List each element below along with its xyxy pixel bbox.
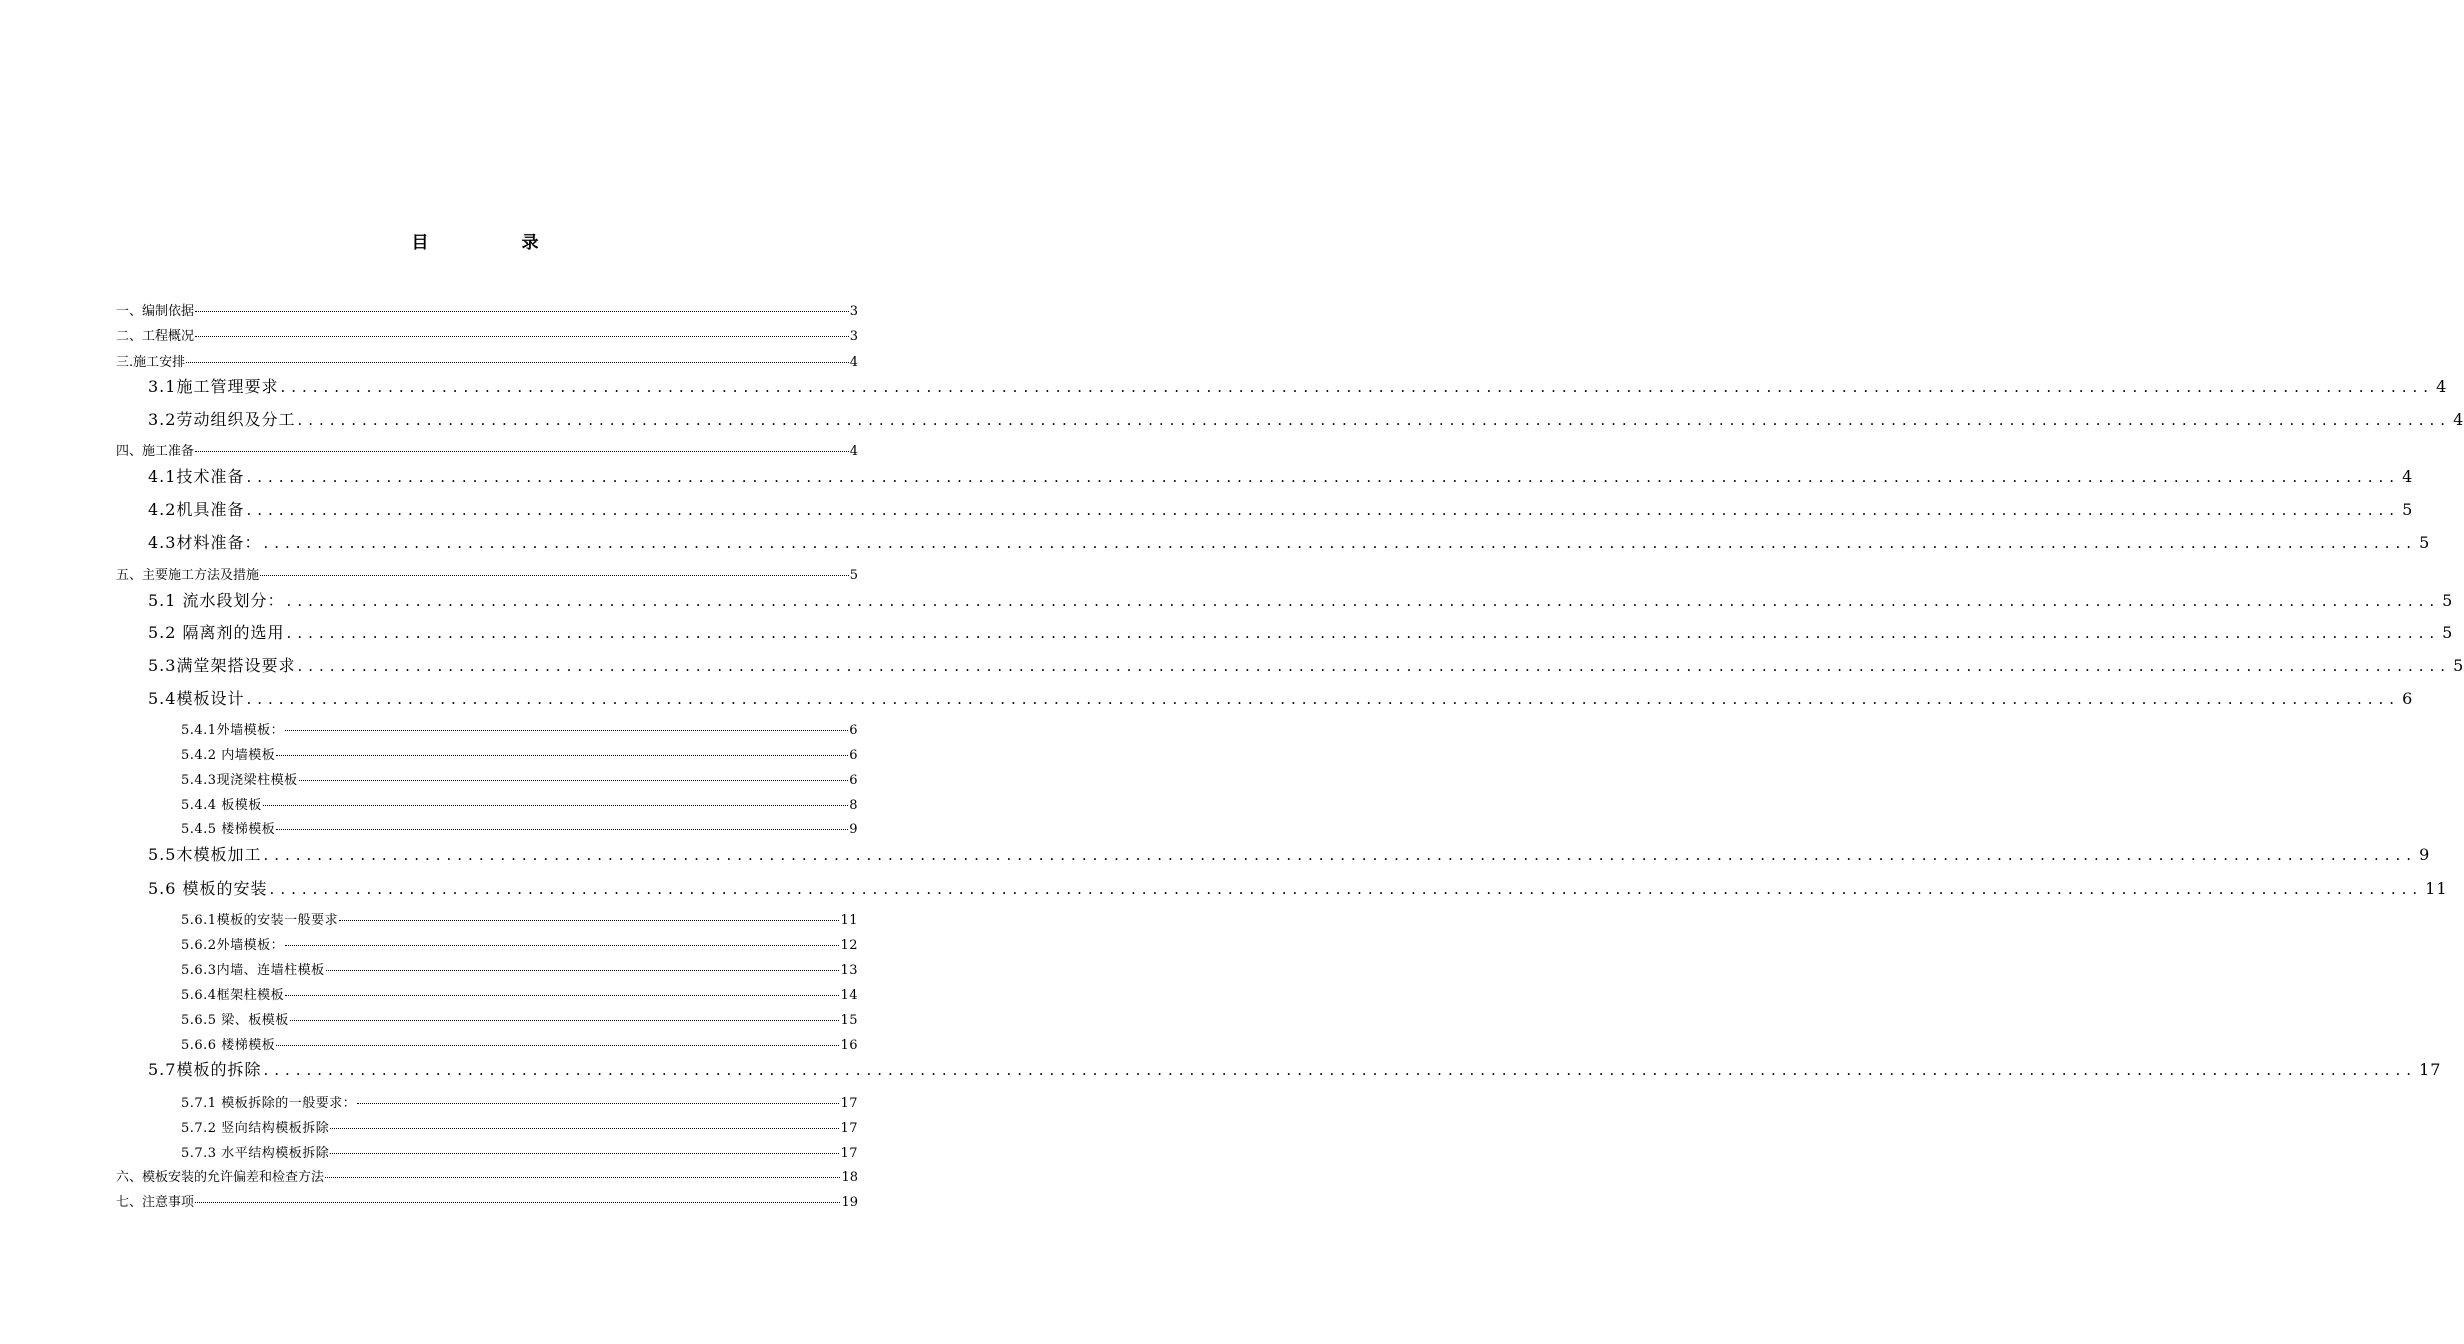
toc-entry-label: 5.4.4 板模板 (181, 798, 262, 813)
toc-entry[interactable] (116, 564, 858, 582)
toc-entry[interactable] (148, 497, 2414, 519)
toc-page-number: 19 (841, 1195, 858, 1210)
toc-dot-leader: ........................................................................................................................................................................................................ (269, 880, 2424, 898)
toc-entry[interactable] (148, 407, 2464, 429)
toc-entry-label: 5.1 流水段划分： (148, 591, 285, 610)
toc-dot-leader (260, 575, 849, 576)
toc-dot-leader (276, 755, 848, 756)
toc-dot-leader: ........................................................................................................................................................................................................ (280, 378, 2435, 396)
toc-entry-label: 二、工程概况 (116, 329, 195, 344)
toc-page-number: 13 (840, 963, 858, 978)
toc-page-number: 5 (2453, 656, 2464, 675)
toc-dot-leader (276, 829, 848, 830)
toc-entry-label: 5.3满堂架搭设要求 (148, 656, 296, 675)
toc-dot-leader (285, 995, 839, 996)
toc-entry-label: 五、主要施工方法及措施 (116, 568, 260, 583)
page-title: 目 录 (411, 233, 577, 253)
toc-dot-leader: ........................................................................................................................................................................................................ (263, 534, 2418, 552)
toc-entry-label: 5.7.1 模板拆除的一般要求： (181, 1096, 357, 1111)
toc-entry[interactable] (148, 1057, 2442, 1079)
toc-entry-label: 4.1技术准备 (148, 467, 245, 486)
toc-entry-label: 5.6 模板的安装 (148, 879, 268, 898)
toc-entry[interactable] (116, 325, 858, 343)
toc-entry-label: 七、注意事项 (116, 1195, 195, 1210)
toc-page-number: 6 (849, 748, 858, 763)
toc-dot-leader (195, 336, 849, 337)
toc-dot-leader (195, 311, 849, 312)
toc-entry-label: 5.6.5 梁、板模板 (181, 1013, 289, 1028)
toc-page-number: 5 (2442, 591, 2454, 610)
toc-entry[interactable] (181, 909, 858, 927)
toc-entry-label: 5.7模板的拆除 (148, 1060, 262, 1079)
toc-entry[interactable] (181, 719, 858, 737)
toc-page-number: 11 (2425, 879, 2448, 898)
toc-entry[interactable] (181, 1117, 858, 1135)
toc-entry[interactable] (181, 1009, 858, 1027)
toc-entry-label: 3.1施工管理要求 (148, 377, 279, 396)
toc-page-number: 17 (840, 1146, 858, 1161)
toc-entry[interactable] (116, 1191, 858, 1209)
toc-page-number: 3 (849, 329, 858, 344)
toc-dot-leader (299, 780, 849, 781)
toc-dot-leader: ........................................................................................................................................................................................................ (246, 468, 2401, 486)
toc-entry[interactable] (148, 374, 2448, 396)
toc-page-number: 5 (2442, 623, 2454, 642)
toc-dot-leader: ........................................................................................................................................................................................................ (246, 501, 2401, 519)
toc-entry[interactable] (181, 984, 858, 1002)
toc-entry[interactable] (181, 959, 858, 977)
toc-dot-leader (195, 1202, 840, 1203)
toc-entry[interactable] (116, 1166, 858, 1184)
toc-dot-leader (290, 1020, 840, 1021)
toc-dot-leader (195, 451, 849, 452)
toc-entry[interactable] (148, 620, 2454, 642)
toc-dot-leader (276, 1045, 839, 1046)
toc-entry-label: 4.3材料准备： (148, 533, 262, 552)
toc-page-number: 11 (840, 913, 858, 928)
toc-entry[interactable] (148, 588, 2454, 610)
toc-page-number: 5 (2419, 533, 2431, 552)
toc-entry[interactable] (148, 653, 2464, 675)
toc-page-number: 16 (840, 1038, 858, 1053)
toc-entry[interactable] (181, 1142, 858, 1160)
toc-page-number: 4 (2453, 410, 2464, 429)
toc-page-number: 4 (2436, 377, 2448, 396)
toc-entry[interactable] (181, 769, 858, 787)
toc-dot-leader (325, 1177, 840, 1178)
toc-page-number: 3 (849, 304, 858, 319)
toc-entry-label: 四、施工准备 (116, 444, 195, 459)
toc-dot-leader (285, 730, 848, 731)
toc-entry[interactable] (148, 464, 2414, 486)
toc-entry-label: 5.4.5 楼梯模板 (181, 822, 276, 837)
toc-entry-label: 5.7.3 水平结构模板拆除 (181, 1146, 330, 1161)
toc-dot-leader (186, 362, 849, 363)
toc-dot-leader (330, 1153, 839, 1154)
toc-dot-leader: ........................................................................................................................................................................................................ (286, 592, 2441, 610)
toc-page-number: 5 (849, 568, 858, 583)
toc-page-number: 17 (840, 1096, 858, 1111)
toc-dot-leader: ........................................................................................................................................................................................................ (297, 411, 2452, 429)
toc-dot-leader: ........................................................................................................................................................................................................ (263, 846, 2418, 864)
toc-dot-leader: ........................................................................................................................................................................................................ (297, 657, 2452, 675)
toc-entry-label: 一、编制依据 (116, 304, 195, 319)
toc-dot-leader (285, 945, 839, 946)
toc-entry[interactable] (181, 1034, 858, 1052)
toc-entry[interactable] (148, 842, 2431, 864)
toc-entry[interactable] (181, 744, 858, 762)
toc-entry-label: 5.2 隔离剂的选用 (148, 623, 285, 642)
toc-entry-label: 六、模板安装的允许偏差和检查方法 (116, 1170, 325, 1185)
toc-entry[interactable] (116, 440, 858, 458)
toc-dot-leader (357, 1103, 839, 1104)
toc-page-number: 9 (2419, 845, 2431, 864)
toc-entry-label: 5.4.2 内墙模板 (181, 748, 276, 763)
toc-entry[interactable] (148, 686, 2414, 708)
toc-page-number: 17 (840, 1121, 858, 1136)
toc-dot-leader: ........................................................................................................................................................................................................ (263, 1061, 2418, 1079)
toc-entry-label: 5.6.6 楼梯模板 (181, 1038, 276, 1053)
toc-page-number: 8 (849, 798, 858, 813)
toc-page-number: 18 (841, 1170, 858, 1185)
toc-page-number: 17 (2419, 1060, 2442, 1079)
toc-entry-label: 三.施工安排 (116, 355, 186, 370)
toc-entry[interactable] (181, 794, 858, 812)
toc-entry[interactable] (181, 934, 858, 952)
toc-entry[interactable] (116, 300, 858, 318)
toc-entry-label: 5.6.1模板的安装一般要求 (181, 913, 339, 928)
toc-page-number: 6 (2402, 689, 2414, 708)
toc-page-number: 6 (849, 723, 858, 738)
toc-page-number: 4 (2402, 467, 2414, 486)
toc-entry-label: 5.4模板设计 (148, 689, 245, 708)
toc-entry-label: 5.7.2 竖向结构模板拆除 (181, 1121, 330, 1136)
toc-entry-label: 5.6.4框架柱模板 (181, 988, 285, 1003)
toc-entry-label: 5.4.1外墙模板： (181, 723, 285, 738)
toc-dot-leader: ........................................................................................................................................................................................................ (286, 624, 2441, 642)
toc-entry[interactable] (181, 1092, 858, 1110)
toc-page-number: 12 (840, 938, 858, 953)
toc-entry-label: 5.6.2外墙模板： (181, 938, 285, 953)
toc-page-number: 5 (2402, 500, 2414, 519)
toc-page-number: 14 (840, 988, 858, 1003)
toc-entry[interactable] (116, 351, 858, 369)
toc-entry-label: 4.2机具准备 (148, 500, 245, 519)
toc-entry[interactable] (181, 818, 858, 836)
toc-dot-leader (339, 920, 839, 921)
toc-entry[interactable] (148, 876, 2448, 898)
toc-page-number: 4 (849, 444, 858, 459)
toc-entry-label: 5.6.3内墙、连墙柱模板 (181, 963, 325, 978)
toc-entry-label: 3.2劳动组织及分工 (148, 410, 296, 429)
toc-entry[interactable] (148, 530, 2431, 552)
toc-page-number: 15 (840, 1013, 858, 1028)
toc-entry-label: 5.4.3现浇梁柱模板 (181, 773, 298, 788)
toc-dot-leader (326, 970, 840, 971)
toc-dot-leader (330, 1128, 839, 1129)
toc-page-number: 6 (849, 773, 858, 788)
toc-page-number: 4 (849, 355, 858, 370)
toc-dot-leader (263, 805, 849, 806)
toc-dot-leader: ........................................................................................................................................................................................................ (246, 690, 2401, 708)
toc-entry-label: 5.5木模板加工 (148, 845, 262, 864)
toc-page-number: 9 (849, 822, 858, 837)
